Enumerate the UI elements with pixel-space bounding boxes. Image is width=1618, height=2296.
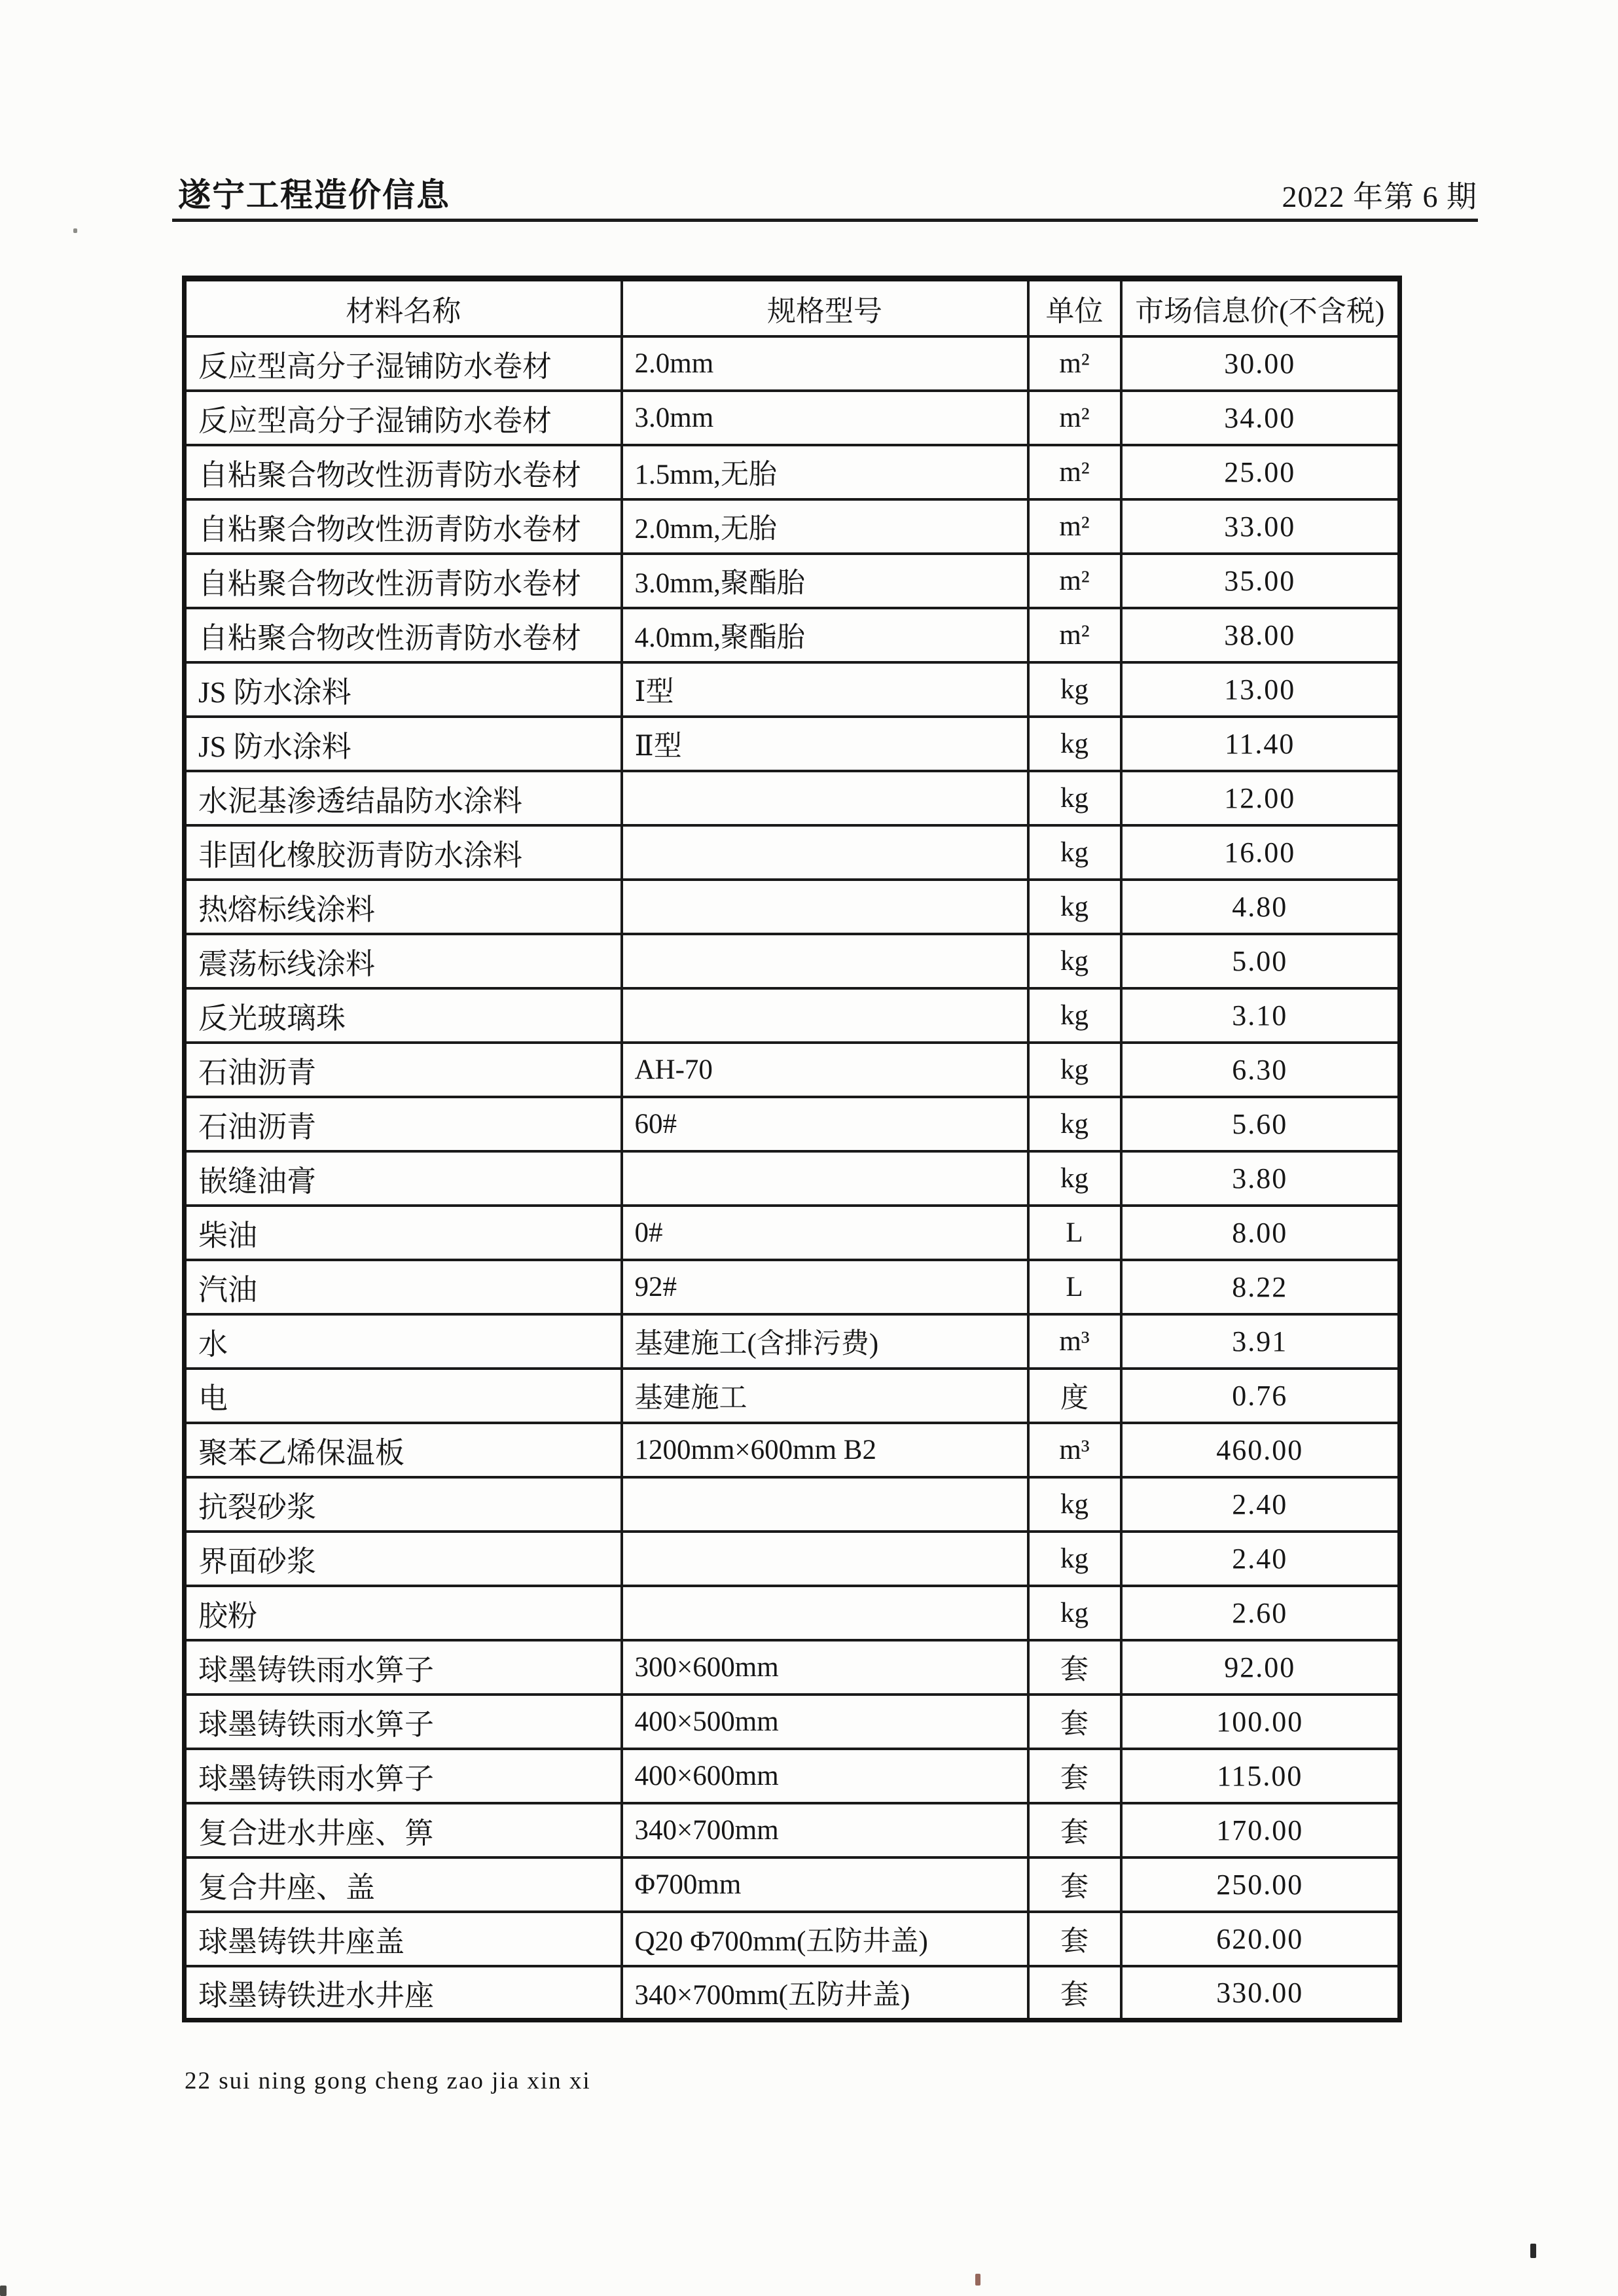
price-cell: 330.00 [1121,1966,1400,2020]
spec-cell: 400×500mm [622,1695,1028,1749]
unit-cell: kg [1028,988,1121,1043]
spec-cell: 60# [622,1097,1028,1151]
price-cell: 8.22 [1121,1260,1400,1314]
unit-cell: kg [1028,771,1121,825]
scan-speckle [975,2274,980,2286]
price-cell: 3.10 [1121,988,1400,1043]
table-row [185,1151,1400,1206]
unit-cell: m³ [1028,1314,1121,1369]
material-name-cell: 水 [185,1314,622,1369]
unit-cell: m³ [1028,1423,1121,1477]
scan-speckle [73,228,77,233]
table-row [185,499,1400,554]
table-row [185,1749,1400,1803]
unit-cell: kg [1028,1532,1121,1586]
material-name-cell: 嵌缝油膏 [185,1151,622,1206]
material-name-cell: 水泥基渗透结晶防水涂料 [185,771,622,825]
table-row [185,1206,1400,1260]
issue-label: 2022 年第 6 期 [1282,180,1477,213]
material-name-cell: 自粘聚合物改性沥青防水卷材 [185,445,622,499]
material-name-cell: 石油沥青 [185,1043,622,1097]
unit-cell: kg [1028,1151,1121,1206]
material-name-cell: 胶粉 [185,1586,622,1640]
price-cell: 5.60 [1121,1097,1400,1151]
spec-cell: Ⅱ型 [622,717,1028,771]
material-name-cell: JS 防水涂料 [185,717,622,771]
price-cell: 34.00 [1121,391,1400,445]
price-cell: 4.80 [1121,880,1400,934]
material-name-cell: 球墨铸铁雨水箅子 [185,1749,622,1803]
table-row [185,934,1400,988]
price-cell: 3.80 [1121,1151,1400,1206]
table-row [185,1695,1400,1749]
spec-cell: 340×700mm [622,1803,1028,1857]
material-name-cell: 汽油 [185,1260,622,1314]
price-cell: 25.00 [1121,445,1400,499]
table-body [185,336,1400,2020]
price-cell: 250.00 [1121,1857,1400,1912]
material-name-cell: 复合井座、盖 [185,1857,622,1912]
material-name-cell: 反应型高分子湿铺防水卷材 [185,391,622,445]
table-row [185,1043,1400,1097]
price-cell: 620.00 [1121,1912,1400,1966]
unit-cell: kg [1028,825,1121,880]
table-row [185,988,1400,1043]
price-cell: 2.40 [1121,1477,1400,1532]
table-row [185,662,1400,717]
unit-cell: m² [1028,391,1121,445]
unit-cell: L [1028,1260,1121,1314]
table-row [185,825,1400,880]
table-row [185,1369,1400,1423]
price-cell: 33.00 [1121,499,1400,554]
unit-cell: L [1028,1206,1121,1260]
col-header-market-price: 市场信息价(不含税) [1121,279,1400,336]
spec-cell: 400×600mm [622,1749,1028,1803]
spec-cell: 3.0mm,聚酯胎 [622,554,1028,608]
unit-cell: m² [1028,336,1121,391]
table-row [185,1423,1400,1477]
material-name-cell: 球墨铸铁雨水箅子 [185,1640,622,1695]
unit-cell: 套 [1028,1803,1121,1857]
price-cell: 115.00 [1121,1749,1400,1803]
unit-cell: m² [1028,554,1121,608]
price-cell: 92.00 [1121,1640,1400,1695]
spec-cell [622,1586,1028,1640]
spec-cell: 0# [622,1206,1028,1260]
price-cell: 0.76 [1121,1369,1400,1423]
unit-cell: 套 [1028,1966,1121,2020]
spec-cell: 基建施工 [622,1369,1028,1423]
price-cell: 13.00 [1121,662,1400,717]
spec-cell [622,771,1028,825]
spec-cell: 3.0mm [622,391,1028,445]
unit-cell: kg [1028,1477,1121,1532]
publication-title: 遂宁工程造价信息 [178,177,450,213]
material-name-cell: 界面砂浆 [185,1532,622,1586]
spec-cell [622,1477,1028,1532]
table-row [185,880,1400,934]
price-cell: 12.00 [1121,771,1400,825]
table-row [185,445,1400,499]
spec-cell: 2.0mm,无胎 [622,499,1028,554]
price-cell: 460.00 [1121,1423,1400,1477]
spec-cell: 1.5mm,无胎 [622,445,1028,499]
table-row [185,1314,1400,1369]
unit-cell: kg [1028,934,1121,988]
spec-cell [622,1532,1028,1586]
price-cell: 170.00 [1121,1803,1400,1857]
spec-cell: 2.0mm [622,336,1028,391]
price-cell: 35.00 [1121,554,1400,608]
unit-cell: kg [1028,1586,1121,1640]
table-row [185,391,1400,445]
price-cell: 6.30 [1121,1043,1400,1097]
table-row [185,1803,1400,1857]
spec-cell [622,1151,1028,1206]
table-row [185,771,1400,825]
material-name-cell: 非固化橡胶沥青防水涂料 [185,825,622,880]
material-name-cell: 柴油 [185,1206,622,1260]
material-name-cell: 反光玻璃珠 [185,988,622,1043]
material-name-cell: JS 防水涂料 [185,662,622,717]
material-name-cell: 石油沥青 [185,1097,622,1151]
unit-cell: kg [1028,717,1121,771]
unit-cell: kg [1028,880,1121,934]
table-row [185,1912,1400,1966]
spec-cell [622,934,1028,988]
unit-cell: 套 [1028,1695,1121,1749]
spec-cell [622,825,1028,880]
spec-cell: Ⅰ型 [622,662,1028,717]
unit-cell: 套 [1028,1749,1121,1803]
table-row [185,1857,1400,1912]
price-cell: 3.91 [1121,1314,1400,1369]
material-name-cell: 自粘聚合物改性沥青防水卷材 [185,554,622,608]
scan-speckle [0,2286,7,2296]
table-row [185,1477,1400,1532]
spec-cell [622,880,1028,934]
table-row [185,1532,1400,1586]
material-name-cell: 自粘聚合物改性沥青防水卷材 [185,499,622,554]
table-header [185,279,1400,336]
table-row [185,1097,1400,1151]
material-name-cell: 球墨铸铁井座盖 [185,1912,622,1966]
spec-cell: 300×600mm [622,1640,1028,1695]
spec-cell: 92# [622,1260,1028,1314]
table-row [185,554,1400,608]
spec-cell: 340×700mm(五防井盖) [622,1966,1028,2020]
scan-speckle [1530,2244,1536,2258]
unit-cell: kg [1028,1043,1121,1097]
price-cell: 5.00 [1121,934,1400,988]
unit-cell: m² [1028,445,1121,499]
col-header-material-name: 材料名称 [185,279,622,336]
unit-cell: 度 [1028,1369,1121,1423]
material-name-cell: 球墨铸铁进水井座 [185,1966,622,2020]
spec-cell: 4.0mm,聚酯胎 [622,608,1028,662]
table-row [185,608,1400,662]
material-name-cell: 反应型高分子湿铺防水卷材 [185,336,622,391]
material-name-cell: 震荡标线涂料 [185,934,622,988]
col-header-spec-model: 规格型号 [622,279,1028,336]
price-cell: 2.60 [1121,1586,1400,1640]
unit-cell: kg [1028,662,1121,717]
material-price-table [182,276,1402,2022]
price-cell: 16.00 [1121,825,1400,880]
col-header-unit: 单位 [1028,279,1121,336]
unit-cell: kg [1028,1097,1121,1151]
spec-cell: AH-70 [622,1043,1028,1097]
material-name-cell: 复合进水井座、箅 [185,1803,622,1857]
unit-cell: 套 [1028,1912,1121,1966]
spec-cell: 1200mm×600mm B2 [622,1423,1028,1477]
price-cell: 30.00 [1121,336,1400,391]
masthead-divider [172,219,1478,222]
unit-cell: 套 [1028,1640,1121,1695]
spec-cell: Q20 Φ700mm(五防井盖) [622,1912,1028,1966]
table-row [185,1586,1400,1640]
price-cell: 38.00 [1121,608,1400,662]
table-row [185,717,1400,771]
material-name-cell: 电 [185,1369,622,1423]
material-name-cell: 自粘聚合物改性沥青防水卷材 [185,608,622,662]
table-row [185,1966,1400,2020]
price-cell: 2.40 [1121,1532,1400,1586]
table-header-row [185,279,1400,336]
price-cell: 8.00 [1121,1206,1400,1260]
unit-cell: 套 [1028,1857,1121,1912]
price-cell: 11.40 [1121,717,1400,771]
material-name-cell: 热熔标线涂料 [185,880,622,934]
unit-cell: m² [1028,499,1121,554]
material-name-cell: 抗裂砂浆 [185,1477,622,1532]
table-row [185,1640,1400,1695]
page-number-footer: 22 sui ning gong cheng zao jia xin xi [185,2068,591,2094]
material-name-cell: 聚苯乙烯保温板 [185,1423,622,1477]
material-name-cell: 球墨铸铁雨水箅子 [185,1695,622,1749]
table-row [185,1260,1400,1314]
spec-cell: 基建施工(含排污费) [622,1314,1028,1369]
unit-cell: m² [1028,608,1121,662]
table-row [185,336,1400,391]
spec-cell [622,988,1028,1043]
spec-cell: Φ700mm [622,1857,1028,1912]
price-cell: 100.00 [1121,1695,1400,1749]
